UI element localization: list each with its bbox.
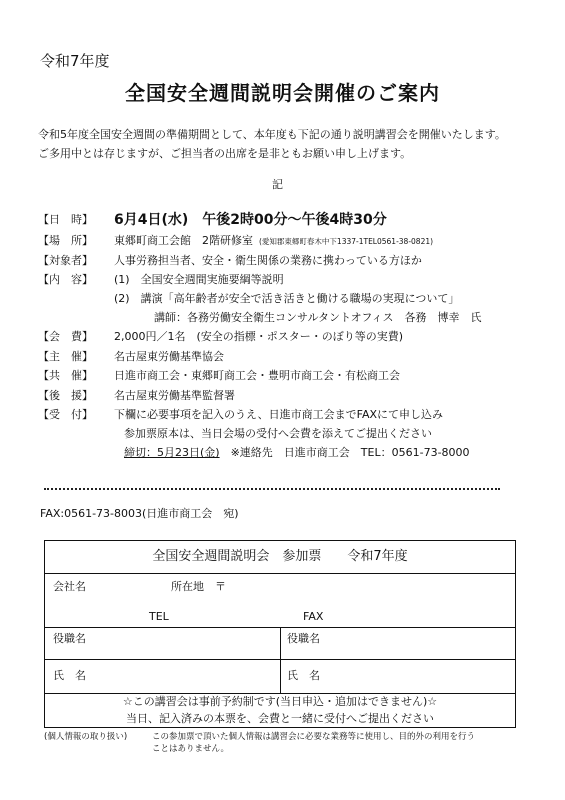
support-value: 名古屋東労働基準監督署 bbox=[114, 388, 235, 402]
target-label: 【対象者】 bbox=[38, 253, 93, 267]
privacy-label: (個人情報の取り扱い) bbox=[44, 732, 128, 742]
fax-field[interactable]: FAX bbox=[303, 610, 324, 623]
place-address: (愛知郡東郷町春木中下1337-1TEL0561-38-0821) bbox=[259, 237, 434, 246]
privacy-note bbox=[44, 731, 475, 755]
content-item-1: (1) 全国安全週間実施要綱等説明 bbox=[114, 273, 284, 286]
address-field[interactable]: 所在地 〒 bbox=[171, 580, 226, 593]
fee-label: 【会 費】 bbox=[38, 330, 93, 343]
page-title: 全国安全週間説明会開催のご案内 bbox=[125, 81, 440, 105]
company-row bbox=[45, 573, 515, 628]
name-field-left[interactable]: 氏 名 bbox=[53, 669, 86, 682]
registration-form bbox=[44, 540, 516, 728]
place-value-wrap bbox=[114, 231, 433, 252]
intro-line-1: 令和5年度全国安全週間の準備期間として、本年度も下記の通り説明講習会を開催いたします。 bbox=[38, 128, 506, 141]
company-field[interactable]: 会社名 bbox=[53, 580, 86, 593]
cohost-value: 日進市商工会・東郷町商工会・豊明市商工会・有松商工会 bbox=[114, 369, 400, 382]
intro-line-2: ご多用中とは存じますが、ご担当者の出席を是非ともお願い申し上げます。 bbox=[38, 147, 412, 160]
target-value: 人事労務担当者、安全・衛生関係の業務に携わっている方ほか bbox=[114, 253, 422, 267]
notice-submission: 当日、記入済みの本票を、会費と一緒に受付へご提出ください bbox=[126, 712, 434, 725]
deadline: 締切：5月23日(金) bbox=[124, 446, 220, 459]
privacy-text-1: この参加票で頂いた個人情報は講習会に必要な業務等に使用し、目的外の利用を行う bbox=[152, 732, 476, 742]
form-title: 全国安全週間説明会 参加票 令和7年度 bbox=[45, 541, 515, 574]
host-label: 【主 催】 bbox=[38, 349, 93, 363]
contact: ※連絡先 日進市商工会 TEL：0561-73-8000 bbox=[230, 446, 470, 459]
position-row bbox=[45, 627, 515, 660]
content-label: 【内 容】 bbox=[38, 273, 93, 286]
form-notice bbox=[45, 693, 515, 727]
column-divider bbox=[280, 627, 281, 659]
content-item-2: (2) 講演「高年齢者が安全で活き活きと働ける職場の実現について」 bbox=[114, 292, 460, 305]
date-value: 6月4日(水) 午後2時00分～午後4時30分 bbox=[114, 212, 387, 228]
place-value: 東郷町商工会館 2階研修室 bbox=[114, 234, 253, 247]
deadline-line bbox=[124, 443, 470, 463]
fiscal-year: 令和7年度 bbox=[40, 52, 110, 70]
privacy-text-2: ことはありません。 bbox=[152, 744, 230, 754]
notice-reservation: ☆この講習会は事前予約制です(当日申込・追加はできません)☆ bbox=[122, 695, 438, 708]
column-divider bbox=[280, 659, 281, 693]
reception-line-1: 下欄に必要事項を記入のうえ、日進市商工会までFAXにて申し込み bbox=[114, 408, 444, 421]
intro-text bbox=[38, 125, 506, 163]
ki-heading: 記 bbox=[272, 178, 283, 191]
fee-value: 2,000円／1名 (安全の指標・ポスター・のぼり等の実費) bbox=[114, 330, 404, 343]
cohost-label: 【共 催】 bbox=[38, 369, 93, 382]
fax-number: FAX:0561-73-8003(日進市商工会 宛) bbox=[40, 507, 239, 520]
name-row bbox=[45, 659, 515, 694]
position-field-left[interactable]: 役職名 bbox=[53, 632, 86, 645]
support-label: 【後 援】 bbox=[38, 388, 93, 402]
tel-field[interactable]: TEL bbox=[149, 610, 169, 623]
place-label: 【場 所】 bbox=[38, 234, 93, 247]
host-value: 名古屋東労働基準協会 bbox=[114, 349, 224, 363]
position-field-right[interactable]: 役職名 bbox=[287, 632, 320, 645]
reception-line-2: 参加票原本は、当日会場の受付へ会費を添えてご提出ください bbox=[124, 427, 432, 440]
name-field-right[interactable]: 氏 名 bbox=[287, 669, 320, 682]
date-label: 【日 時】 bbox=[38, 213, 93, 226]
cut-line bbox=[44, 488, 500, 490]
content-lecturer: 講師：各務労働安全衛生コンサルタントオフィス 各務 博幸 氏 bbox=[154, 311, 482, 324]
reception-label: 【受 付】 bbox=[38, 408, 93, 421]
